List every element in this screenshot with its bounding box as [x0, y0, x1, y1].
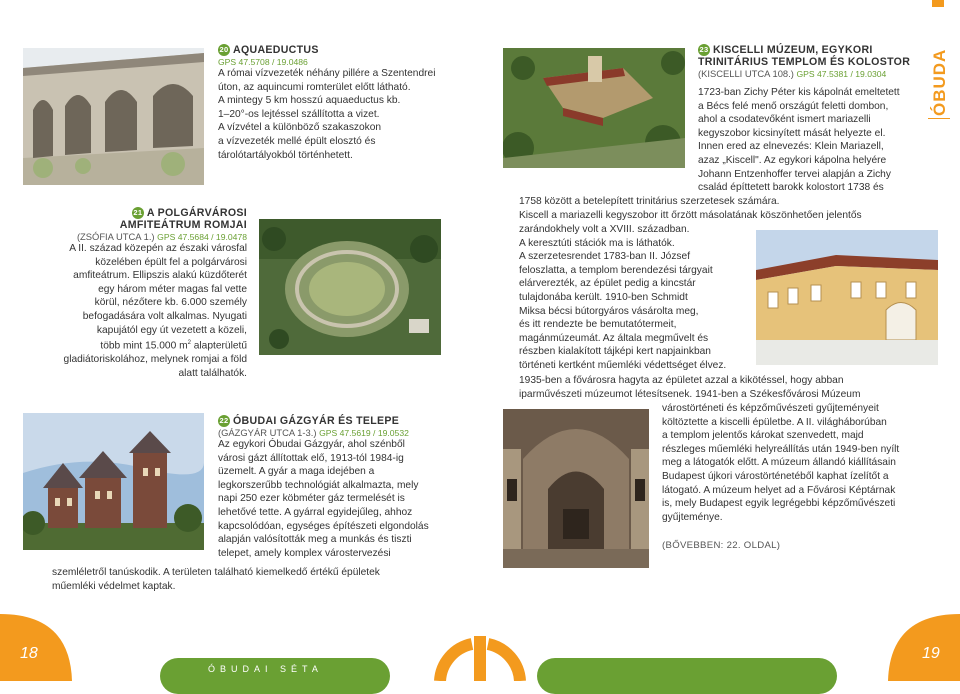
- top-corner-mark: [932, 0, 944, 7]
- s23-number-badge: 23: [699, 45, 709, 54]
- kiscell-building-photo: [756, 230, 938, 365]
- s20-number-badge: 20: [219, 45, 229, 54]
- s22-body-wide: szemléletről tanúskodik. A területen található kiemelkedő értékű épületek műemléki védelmet kaptak.: [52, 567, 380, 592]
- s20-body: A római vízvezeték néhány pillére a Szentendrei úton, az aquincumi romterület előtt látható. A mintegy 5 km hosszú aquaeductus kb. 1–20°-os lejtéssel szállította a vizet. A vízvétel a különböző szakaszokon a vízvezeték mellé épült elosztó és tárolótartályokból történhetett.: [218, 68, 436, 161]
- s21-number-badge: 21: [133, 208, 143, 217]
- s23-address: (KISCELLI UTCA 108.) GPS 47.5381 / 19.0304: [698, 68, 887, 79]
- s21-body: A II. század közepén az északi városfal közelében épült fel a polgárvárosi amfiteátrum. Ellipszis alakú küzdőterét egy három méter magas fal vette körül, nézőtere kb. 6.000 személy befogadására volt alkalmas. Nyugati kapujától egy út vezetett a közeli, több mint 15.000 $m^2$ alapterületű gladiátoriskolához, melynek romjai a föld alatt találhatók.: [63, 243, 247, 379]
- s21-address: (ZSÓFIA UTCA 1.) GPS 47.5684 / 19.0478: [76, 231, 247, 242]
- kiscell-aerial-photo: [503, 48, 685, 168]
- s23-body-c: zarándokhely volt a XVIII. században. A keresztúti stációk ma is láthatók. A szerzetesrendet 1783-ban II. József feloszlatta, a templom berendezési tárgyait elárverezték, az épület pedig a kincstár tulajdonába került. 1910-ben Schmidt Miksa bécsi bútorgyáros vásárolta meg, és itt rendezte be bemutatótermeit, magánmúzeumát. Az általa megművelt és részben kialakított tájképi kert napjainkban történeti kertként műemléki védettséget élvez.: [519, 224, 727, 371]
- s23-body-a: 1723-ban Zichy Péter kis kápolnát emeltetett a Bécs felé menő országút feletti dombon, ahol a csodatevőként ismert mariazelli kegyszobor kicsinyített mását helyezte el. Innen ered az elnevezés: Klein Mariazell, azaz „Kiscell". Az egykori kápolna helyére Johann Entzenhoffer tervei alapján a Zichy család építtetett barokk kolostort 1738 és: [698, 87, 900, 194]
- footer-center-emblem: [432, 636, 528, 681]
- s22-number-badge: 22: [219, 416, 229, 425]
- s23-body-b: 1758 között a betelepített trinitárius szerzetesek számára. Kiscell a mariazelli kegyszobor itt őrzött másolatának köszönhetően jelentős: [519, 196, 862, 221]
- s23-body-e: várostörténeti és képzőművészeti gyűjteményeit költöztette a kiscelli épületbe. A II. világháborúban a templom jelentős károkat szenvedett, majd részleges műemléki helyreállítás után 1949-ben nyílt meg a látogatók előtt. A múzeum állandó kiállításain Budapest újkori várostörténetéből kaphat ízelítőt a látogató. A múzeum helyet ad a Fővárosi Képtárnak is, mely Budapest egyik legrégebbi képzőművészeti gyűjteménye.: [662, 403, 900, 523]
- page-number-left: 18: [20, 645, 38, 662]
- s21-title: 21 A POLGÁRVÁROSI: [133, 207, 247, 219]
- s20-title: 20 AQUAEDUCTUS: [219, 44, 319, 56]
- amphitheatre-photo: [259, 219, 441, 355]
- s23-title: 23 KISCELLI MÚZEUM, EGYKORI: [699, 44, 873, 56]
- s21-title-line2: AMFITEÁTRUM ROMJAI: [119, 219, 247, 231]
- s22-body: Az egykori Óbudai Gázgyár, ahol szénből városi gázt állítottak elő, 1913-tól 1984-ig üzemelt. A gyár a maga idejében a legkorszerűbb technológiát alkalmazta, mely napi 250 ezer köbméter gáz termelését is lehetővé tette. A gyárral egyidejűleg, ahhoz kapcsolódóan, egységes építészeti elgondolás alapján valósították meg a munkás és tiszti telepet, amely komplex várostervezési: [218, 439, 429, 559]
- page-number-right: 19: [922, 645, 940, 662]
- more-info-link[interactable]: (BŐVEBBEN: 22. OLDAL): [662, 540, 781, 551]
- s22-address: (GÁZGYÁR UTCA 1-3.) GPS 47.5619 / 19.0532: [218, 427, 409, 438]
- obuda-logo: ÓBUDA: [930, 48, 949, 116]
- s23-title-line2: TRINITÁRIUS TEMPLOM ÉS KOLOSTOR: [698, 56, 911, 68]
- aqueduct-photo: [23, 48, 204, 185]
- gasworks-photo: [23, 413, 204, 550]
- footer-section-label: ÓBUDAI SÉTA: [208, 664, 323, 674]
- s20-gps: GPS 47.5708 / 19.0486: [218, 57, 308, 67]
- s23-body-d: 1935-ben a fővárosra hagyta az épületet azzal a kikötéssel, hogy abban iparművészeti múzeumot létesítsenek. 1941-ben a Székesfővárosi Múzeum: [519, 375, 861, 400]
- church-interior-photo: [503, 409, 649, 568]
- s22-title: 22 ÓBUDAI GÁZGYÁR ÉS TELEPE: [219, 415, 400, 427]
- logo-divider: [928, 118, 950, 119]
- footer-green-pill-right: [537, 658, 837, 694]
